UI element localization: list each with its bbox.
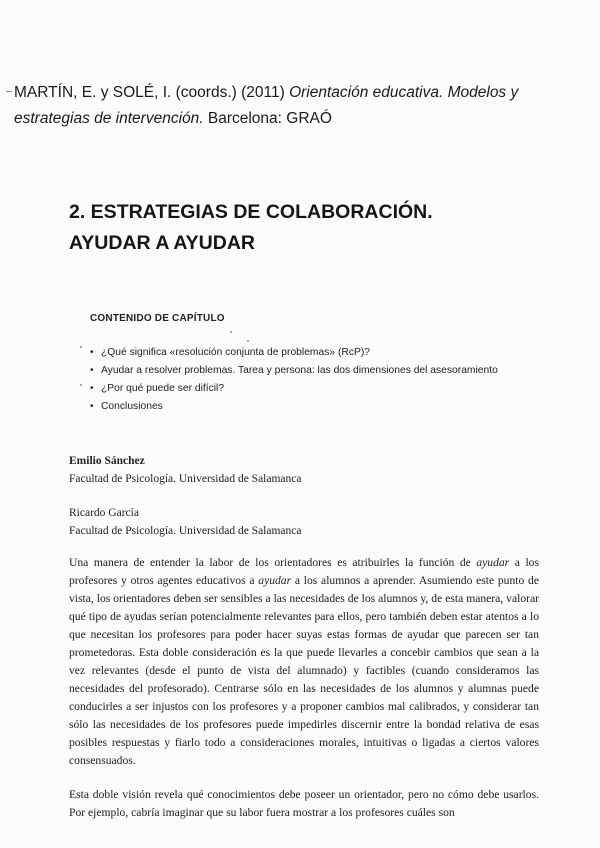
scan-artifact	[247, 340, 249, 342]
citation-publisher: Barcelona: GRAÓ	[203, 109, 332, 127]
bibliographic-citation	[14, 80, 594, 132]
scan-artifact	[80, 384, 82, 386]
author-block	[69, 452, 549, 488]
scan-artifact	[6, 91, 12, 92]
chapter-title-line-1: 2. ESTRATEGIAS DE COLABORACIÓN.	[69, 201, 433, 223]
contents-item: • Ayudar a resolver problemas. Tarea y persona: las dos dimensiones del asesoramiento	[90, 362, 560, 380]
contents-list	[90, 344, 560, 416]
contents-item: • ¿Por qué puede ser difícil?	[90, 380, 560, 398]
contents-item: • ¿Qué significa «resolución conjunta de problemas» (RcP)?	[90, 344, 560, 362]
author-name: Ricardo García	[69, 507, 139, 519]
contents-heading: CONTENIDO DE CAPÍTULO	[90, 313, 225, 324]
paragraph-emphasis: ayudar	[258, 574, 292, 587]
paragraph-text: Una manera de entender la labor de los orientadores es atribuirles la función de	[69, 556, 477, 569]
paragraph-text: a los alumnos a aprender. Asumiendo este punto de vista, los orientadores deben ser sensibles a las necesidades de los alumnos y, de esta manera, valorar qué tipo de ayudas serían potencialmente relevantes para ellos, pero también deben estar atentos a lo que necesitan los profesores para poder hacer suyas estas formas de ayudar que parecen ser tan prometedoras. Esta doble consideración es la que puede llevarles a concebir cambios que sean a la vez relevantes (desde el punto de vista del alumnado) y factibles (cuando consideramos las necesidades del profesorado). Centrarse sólo en las necesidades de los alumnos y alumnas puede conducirles a ser injustos con los profesores y a proponer cambios mal calibrados, y considerar tan sólo las necesidades de los profesores puede impedirles discernir entre la bondad relativa de esas posibles respuestas y fiarlo todo a consideraciones morales, intuitivas o ligadas a ciertos valores consensuados.	[69, 574, 539, 767]
author-affiliation: Facultad de Psicología. Universidad de Salamanca	[69, 473, 302, 485]
chapter-title-line-2: AYUDAR A AYUDAR	[69, 232, 256, 254]
author-name: Emilio Sánchez	[69, 455, 145, 467]
contents-item: • Conclusiones	[90, 398, 560, 416]
paragraph-text: a los profesores y otros agentes educativos a	[69, 556, 539, 587]
body-paragraph-2: Esta doble visión revela qué conocimientos debe poseer un orientador, pero no cómo debe usarlos. Por ejemplo, cabría imaginar que su labor fuera mostrar a los profesores cuáles son	[69, 788, 539, 819]
chapter-contents	[90, 313, 560, 416]
citation-authors: MARTÍN, E. y SOLÉ, I. (coords.) (2011)	[14, 83, 290, 101]
citation-book-title: Orientación educativa. Modelos y estrategias de intervención.	[14, 83, 519, 127]
scan-artifact	[230, 331, 232, 333]
paragraph-emphasis: ayudar	[476, 556, 510, 569]
scan-artifact	[80, 346, 82, 348]
author-affiliation: Facultad de Psicología. Universidad de Salamanca	[69, 525, 302, 537]
author-block	[69, 504, 549, 540]
chapter-title	[69, 197, 569, 259]
body-paragraph-1	[69, 554, 539, 770]
